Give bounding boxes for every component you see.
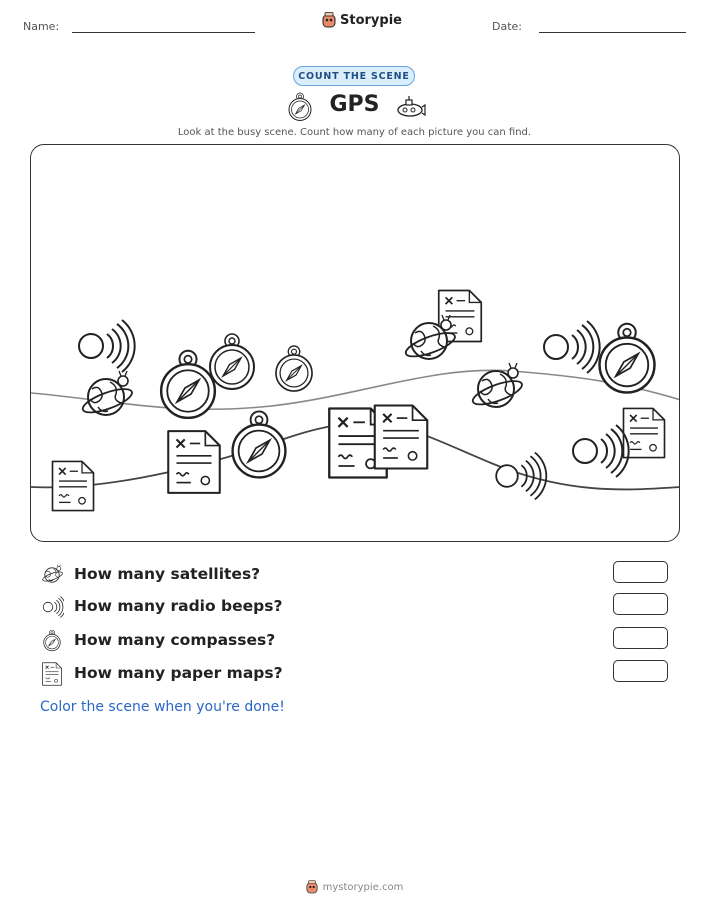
page-title: GPS	[329, 92, 380, 117]
question-text: How many compasses?	[74, 631, 276, 649]
paper-map-icon	[375, 406, 428, 469]
question-compasses	[40, 627, 672, 655]
satellite-icon	[40, 563, 64, 587]
title-row	[0, 92, 709, 124]
storypie-mascot-icon	[306, 880, 318, 894]
satellite-icon	[80, 371, 134, 417]
paper-map-icon	[53, 461, 94, 510]
answer-box-paper-maps[interactable]	[613, 660, 668, 682]
submarine-icon	[394, 94, 426, 120]
question-radio-beeps	[40, 593, 672, 621]
name-line[interactable]	[72, 32, 255, 33]
question-paper-maps	[40, 660, 672, 688]
busy-scene	[30, 144, 680, 542]
compass-icon	[233, 411, 286, 477]
radio-beep-icon	[544, 321, 600, 373]
storypie-mascot-icon	[322, 12, 336, 28]
question-text: How many radio beeps?	[74, 597, 283, 615]
answer-box-compasses[interactable]	[613, 627, 668, 649]
footer	[0, 880, 709, 894]
compass-icon	[40, 629, 64, 653]
footer-url[interactable]: mystorypie.com	[322, 881, 404, 893]
question-text: How many satellites?	[74, 565, 261, 583]
radio-beep-icon	[573, 425, 629, 477]
compass-icon	[210, 334, 254, 389]
paper-map-icon	[168, 431, 220, 493]
brand-logo	[322, 12, 402, 28]
count-the-scene-badge: COUNT THE SCENE	[293, 66, 415, 86]
answer-box-radio-beeps[interactable]	[613, 593, 668, 615]
question-text: How many paper maps?	[74, 664, 283, 682]
question-satellites	[40, 561, 672, 589]
radio-beep-icon	[496, 453, 546, 500]
compass-icon	[600, 324, 655, 393]
instructions: Look at the busy scene. Count how many of each picture you can find.	[177, 127, 532, 138]
closing-note: Color the scene when you're done!	[40, 699, 285, 715]
radio-beep-icon	[40, 595, 64, 619]
name-label: Name:	[23, 20, 60, 33]
date-label: Date:	[492, 20, 522, 33]
radio-beep-icon	[79, 320, 135, 372]
compass-icon	[161, 351, 215, 418]
brand-name: Storypie	[340, 12, 402, 28]
compass-icon	[276, 346, 312, 391]
answer-box-satellites[interactable]	[613, 561, 668, 583]
date-line[interactable]	[539, 32, 686, 33]
paper-map-icon	[40, 662, 64, 686]
